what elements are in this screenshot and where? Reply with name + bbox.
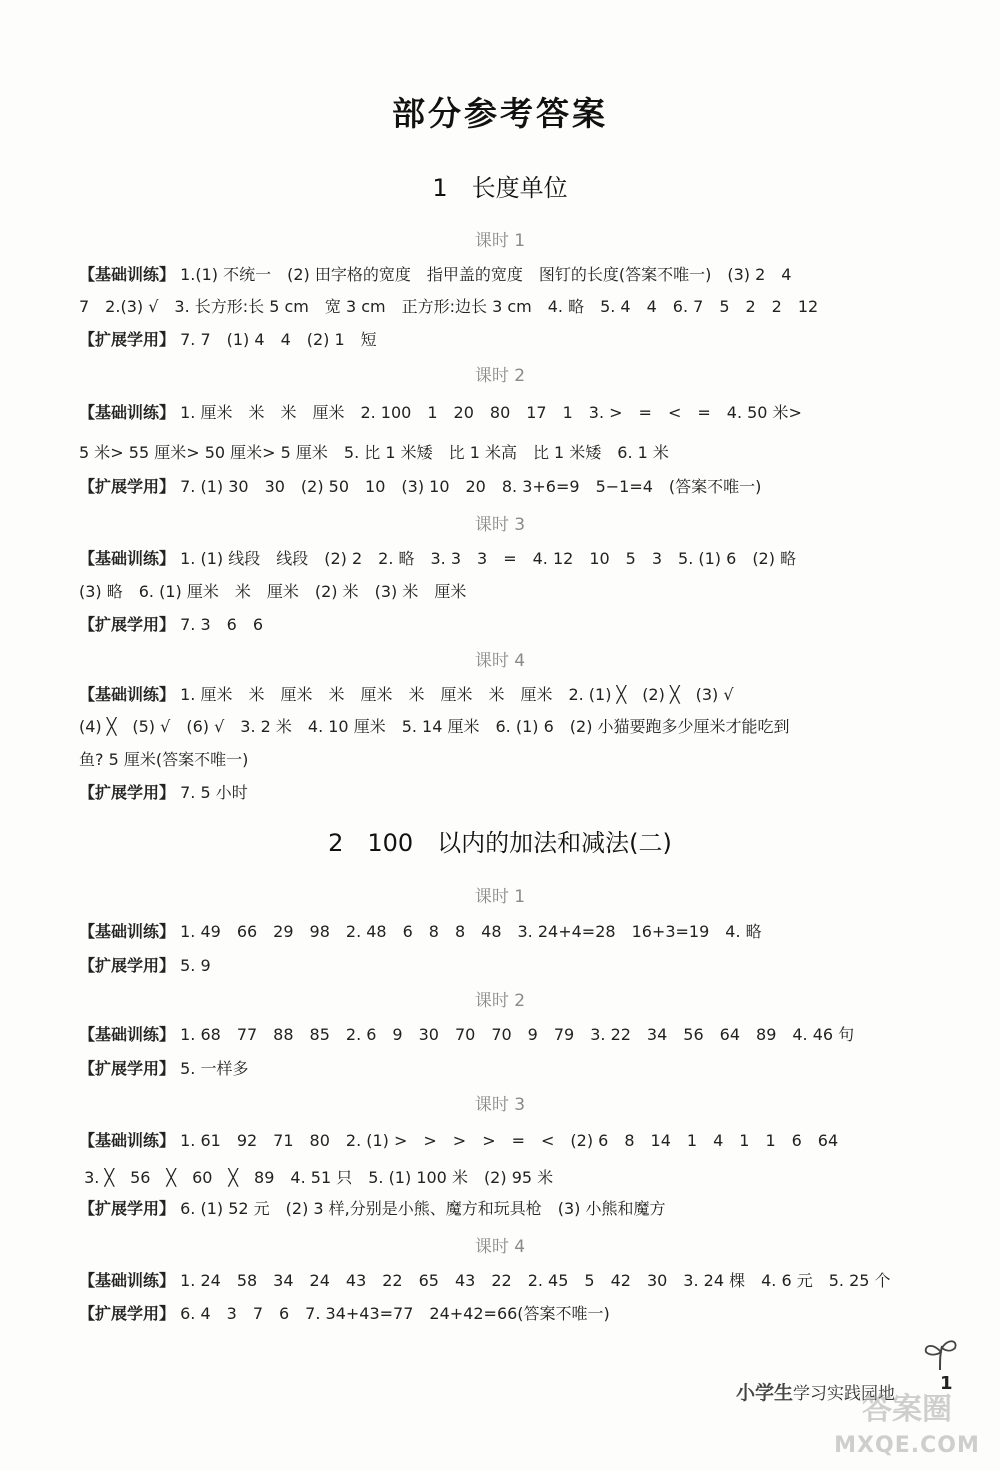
answer-tag: 【基础训练】 — [79, 265, 176, 284]
answer-text: 5. 9 — [175, 956, 211, 975]
answer-text: 6. (1) 52 元 (2) 3 样,分别是小熊、魔方和玩具枪 (3) 小熊和魔方 — [175, 1199, 666, 1218]
answer-line — [79, 579, 466, 602]
answer-line — [79, 747, 248, 770]
answer-text: 1. 厘米 米 米 厘米 2. 100 1 20 80 17 1 3. > = < = 4. 50 米> — [175, 403, 802, 422]
answer-tag: 【基础训练】 — [79, 685, 176, 704]
lesson-heading: 课时 2 — [474, 366, 526, 386]
answer-text: 7. 3 6 6 — [175, 615, 263, 634]
watermark-logo: 答案圈 — [862, 1392, 952, 1427]
answer-line — [79, 682, 734, 705]
chapter-heading: 1 长度单位 — [432, 174, 568, 202]
lesson-heading: 课时 4 — [474, 651, 526, 671]
chapter-heading: 2 100 以内的加法和减法(二) — [328, 829, 672, 857]
answer-tag: 【扩展学用】 — [79, 1059, 176, 1078]
answer-text: 1. (1) 线段 线段 (2) 2 2. 略 3. 3 3 = 4. 12 10 5 3 5. (1) 6 (2) 略 — [175, 549, 797, 568]
answer-line — [79, 953, 211, 976]
answer-line — [79, 1022, 854, 1045]
answer-text: 7 2.(3) √ 3. 长方形:长 5 cm 宽 3 cm 正方形:边长 3 cm 4. 略 5. 4 4 6. 7 5 2 2 12 — [79, 297, 819, 316]
footer-brand-big: 小学生 — [736, 1382, 794, 1404]
answer-text: 鱼? 5 厘米(答案不唯一) — [79, 750, 249, 769]
answer-tag: 【基础训练】 — [79, 1271, 176, 1290]
lesson-heading: 课时 3 — [474, 515, 526, 535]
answer-line — [79, 714, 790, 737]
answer-text: 1.(1) 不统一 (2) 田字格的宽度 指甲盖的宽度 图钉的长度(答案不唯一) (3) 2 4 — [175, 265, 792, 284]
answer-tag: 【扩展学用】 — [79, 783, 176, 802]
answer-tag: 【基础训练】 — [79, 1131, 176, 1150]
answer-text: 7. 5 小时 — [175, 783, 248, 802]
answer-tag: 【扩展学用】 — [79, 330, 176, 349]
lesson-heading: 课时 1 — [474, 231, 526, 251]
answer-text: 1. 49 66 29 98 2. 48 6 8 8 48 3. 24+4=28 16+3=19 4. 略 — [175, 922, 762, 941]
answer-text: 3. ╳ 56 ╳ 60 ╳ 89 4. 51 只 5. (1) 100 米 (2) 95 米 — [79, 1168, 554, 1187]
answer-line — [79, 400, 802, 423]
answer-tag: 【扩展学用】 — [79, 1304, 176, 1323]
answer-text: 5. 一样多 — [175, 1059, 249, 1078]
answer-line — [79, 1301, 610, 1324]
answer-line — [79, 612, 263, 635]
answer-text: 1. 24 58 34 24 43 22 65 43 22 2. 45 5 42 30 3. 24 棵 4. 6 元 5. 25 个 — [175, 1271, 891, 1290]
watermark-url: MXQE.COM — [834, 1433, 980, 1458]
answer-tag: 【扩展学用】 — [79, 615, 176, 634]
answer-line — [79, 294, 818, 317]
answer-line — [79, 1268, 891, 1291]
answer-line — [79, 1196, 666, 1219]
answer-line — [79, 780, 248, 803]
answer-text: 1. 68 77 88 85 2. 6 9 30 70 70 9 79 3. 22 34 56 64 89 4. 46 句 — [175, 1025, 855, 1044]
page-number: 1 — [940, 1373, 953, 1394]
answer-tag: 【基础训练】 — [79, 549, 176, 568]
answer-line — [79, 1128, 838, 1151]
answer-text: (3) 略 6. (1) 厘米 米 厘米 (2) 米 (3) 米 厘米 — [79, 582, 467, 601]
answer-text: 5 米> 55 厘米> 50 厘米> 5 厘米 5. 比 1 米矮 比 1 米高 比 1 米矮 6. 1 米 — [79, 443, 669, 462]
answer-text: 1. 厘米 米 厘米 米 厘米 米 厘米 米 厘米 2. (1) ╳ (2) ╳ (3) √ — [175, 685, 734, 704]
lesson-heading: 课时 4 — [474, 1237, 526, 1257]
answer-line — [79, 1165, 553, 1188]
answer-tag: 【扩展学用】 — [79, 956, 176, 975]
answer-line — [79, 919, 762, 942]
lesson-heading: 课时 3 — [474, 1095, 526, 1115]
answer-text: 7. (1) 30 30 (2) 50 10 (3) 10 20 8. 3+6=9 5−1=4 (答案不唯一) — [175, 477, 762, 496]
answer-tag: 【扩展学用】 — [79, 1199, 176, 1218]
watermark — [822, 1392, 992, 1467]
page-title: 部分参考答案 — [392, 94, 608, 133]
answer-line — [79, 440, 669, 463]
answer-line — [79, 262, 791, 285]
answer-tag: 【基础训练】 — [79, 1025, 176, 1044]
footer-brand-rest: 学习实践园地 — [793, 1384, 896, 1404]
answer-tag: 【扩展学用】 — [79, 477, 176, 496]
answer-line — [79, 327, 377, 350]
answer-text: (4) ╳ (5) √ (6) √ 3. 2 米 4. 10 厘米 5. 14 厘米 6. (1) 6 (2) 小猫要跑多少厘米才能吃到 — [79, 717, 790, 736]
answer-text: 7. 7 (1) 4 4 (2) 1 短 — [175, 330, 377, 349]
answer-text: 1. 61 92 71 80 2. (1) > > > > = < (2) 6 8 14 1 4 1 1 6 64 — [175, 1131, 839, 1150]
answer-tag: 【基础训练】 — [79, 403, 176, 422]
lesson-heading: 课时 1 — [474, 887, 526, 907]
sprout-icon — [920, 1336, 960, 1372]
answer-text: 6. 4 3 7 6 7. 34+43=77 24+42=66(答案不唯一) — [175, 1304, 610, 1323]
answer-line — [79, 474, 761, 497]
answer-tag: 【基础训练】 — [79, 922, 176, 941]
answer-line — [79, 546, 796, 569]
lesson-heading: 课时 2 — [474, 991, 526, 1011]
answer-line — [79, 1056, 248, 1079]
